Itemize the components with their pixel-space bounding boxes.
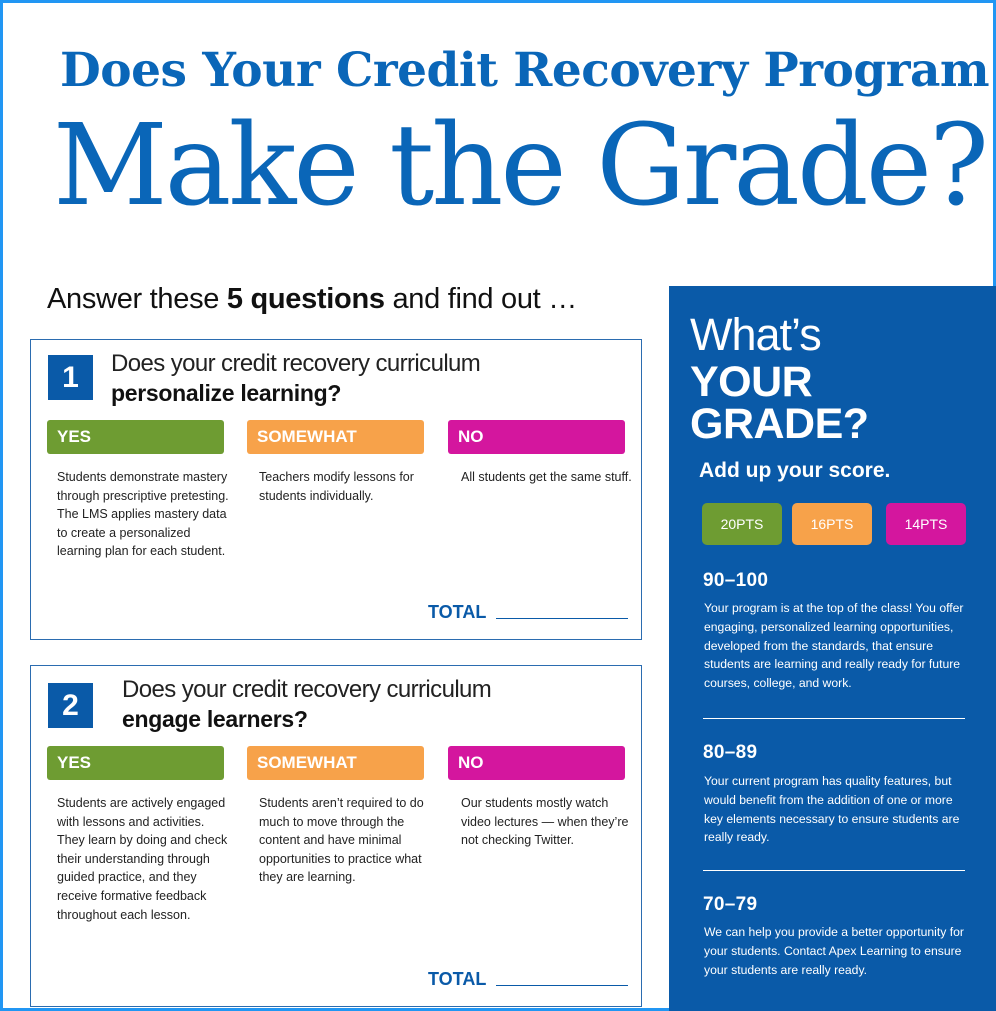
total-field[interactable] xyxy=(428,602,628,623)
question-2-card xyxy=(30,665,642,1007)
question-number: 2 xyxy=(48,683,93,728)
option-somewhat[interactable]: SOMEWHAT xyxy=(247,420,424,454)
option-yes[interactable]: YES xyxy=(47,420,224,454)
subtitle-post: and find out … xyxy=(384,283,577,315)
option-no[interactable]: NO xyxy=(448,746,625,780)
grade-panel xyxy=(669,286,996,1011)
total-blank-line[interactable] xyxy=(496,985,628,986)
question-text: Does your credit recovery curriculum xyxy=(122,676,492,703)
range-description: Your program is at the top of the class! You offer engaging, personalized learning opportunities, developed from the standards, that ensure students are learning and really ready for future courses, college, and work. xyxy=(704,601,964,691)
title-line-2: Make the Grade? xyxy=(53,101,987,231)
total-field[interactable] xyxy=(428,969,628,990)
option-somewhat[interactable]: SOMEWHAT xyxy=(247,746,424,780)
points-somewhat-badge: 16PTS xyxy=(792,503,872,545)
question-1-card xyxy=(30,339,642,640)
total-label: TOTAL xyxy=(428,602,487,622)
range-description: We can help you provide a better opportunity for your students. Contact Apex Learning to ensure your students are really ready. xyxy=(704,925,964,977)
add-score-label: Add up your score. xyxy=(699,459,891,482)
question-text: Does your credit recovery curriculum xyxy=(111,350,481,377)
range-heading: 80–89 xyxy=(703,742,758,763)
option-no-description: Our students mostly watch video lectures — when they’re not checking Twitter. xyxy=(461,796,629,848)
grade-heading xyxy=(690,358,869,448)
range-divider xyxy=(703,718,965,719)
total-blank-line[interactable] xyxy=(496,618,628,619)
grade-heading-your: YOUR xyxy=(690,358,813,406)
points-yes-badge: 20PTS xyxy=(702,503,782,545)
title-line-1: Does Your Credit Recovery Program xyxy=(60,43,990,98)
total-label: TOTAL xyxy=(428,969,487,989)
grade-heading-whats: What’s xyxy=(690,309,821,360)
range-divider xyxy=(703,870,965,871)
subtitle-pre: Answer these xyxy=(47,283,227,315)
option-yes-description: Students are actively engaged with lessons and activities. They learn by doing and check their understanding through guided practice, and they receive formative feedback throughout each lesson. xyxy=(57,796,228,922)
option-no-description: All students get the same stuff. xyxy=(461,470,632,484)
points-no-badge: 14PTS xyxy=(886,503,966,545)
option-somewhat-description: Teachers modify lessons for students individually. xyxy=(259,470,414,503)
grade-heading-grade: GRADE? xyxy=(690,400,869,448)
option-yes-description: Students demonstrate mastery through prescriptive pretesting. The LMS applies mastery data to create a personalized learning plan for each student. xyxy=(57,470,229,559)
range-heading: 90–100 xyxy=(703,570,769,591)
subtitle xyxy=(47,283,577,316)
option-no[interactable]: NO xyxy=(448,420,625,454)
range-heading: 70–79 xyxy=(703,894,758,915)
question-number: 1 xyxy=(48,355,93,400)
question-topic: engage learners? xyxy=(122,706,308,732)
range-description: Your current program has quality features, but would benefit from the addition of one or more key elements necessary to ensure students are really ready. xyxy=(704,774,960,845)
option-somewhat-description: Students aren’t required to do much to move through the content and have minimal opportunities to practice what they are learning. xyxy=(259,796,424,885)
subtitle-bold: 5 questions xyxy=(226,283,385,315)
option-yes[interactable]: YES xyxy=(47,746,224,780)
question-topic: personalize learning? xyxy=(111,380,342,406)
